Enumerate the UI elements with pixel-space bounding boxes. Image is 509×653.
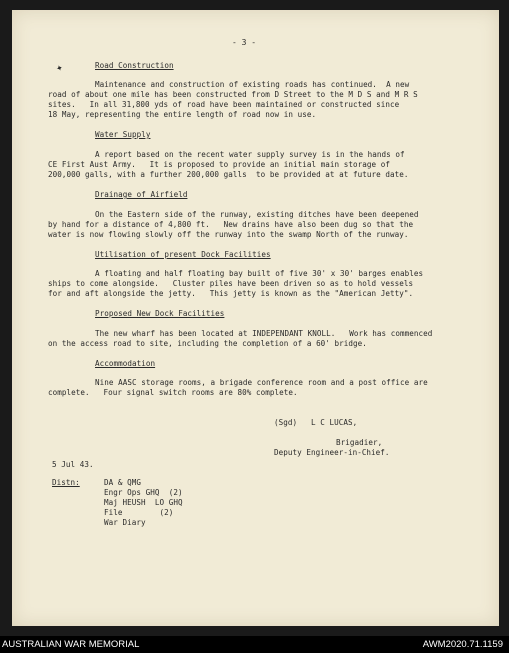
dock-line-1: A floating and half floating bay built of five 30' x 30' barges enables [95, 269, 424, 278]
document-page [12, 10, 499, 626]
accommodation-line-2: complete. Four signal switch rooms are 80% complete. [48, 388, 298, 397]
drainage-line-2: by hand for a distance of 4,800 ft. New drains have also been dug so that the [48, 220, 414, 229]
new-dock-line-1: The new wharf has been located at INDEPENDANT KNOLL. Work has commenced [95, 329, 433, 338]
dock-line-3: for and aft alongside the jetty. This jetty is known as the "American Jetty". [48, 289, 414, 298]
distribution-entry: Engr Ops GHQ (2) [104, 488, 183, 497]
handwritten-tick-mark: ✦ [53, 60, 65, 75]
water-line-3: 200,000 galls, with a further 200,000 galls to be provided at at future date. [48, 170, 409, 179]
archive-footer-bar [0, 636, 509, 653]
footer-institution: AUSTRALIAN WAR MEMORIAL [2, 639, 140, 650]
heading-accommodation: Accommodation [95, 359, 156, 368]
heading-water-supply: Water Supply [95, 130, 151, 139]
heading-utilisation-dock-facilities: Utilisation of present Dock Facilities [95, 250, 271, 259]
signature-rank: Brigadier, [336, 438, 383, 447]
water-line-2: CE First Aust Army. It is proposed to provide an initial main storage of [48, 160, 391, 169]
distribution-entry: War Diary [104, 518, 146, 527]
road-line-2: road of about one mile has been constructed from D Street to the M D S and M R S [48, 90, 418, 99]
new-dock-line-2: on the access road to site, including the completion of a 60' bridge. [48, 339, 367, 348]
signature-name: (Sgd) L C LUCAS, [274, 418, 358, 427]
signature-title: Deputy Engineer-in-Chief. [274, 448, 390, 457]
road-line-3: sites. In all 31,800 yds of road have been maintained or constructed since [48, 100, 400, 109]
road-line-1: Maintenance and construction of existing roads has continued. A new [95, 80, 410, 89]
page-number: - 3 - [232, 38, 257, 47]
footer-accession-number: AWM2020.71.1159 [422, 639, 503, 650]
water-line-1: A report based on the recent water supply survey is in the hands of [95, 150, 405, 159]
distribution-entry: DA & QMG [104, 478, 141, 487]
drainage-line-1: On the Eastern side of the runway, existing ditches have been deepened [95, 210, 419, 219]
distribution-entry: File (2) [104, 508, 174, 517]
accommodation-line-1: Nine AASC storage rooms, a brigade conference room and a post office are [95, 378, 428, 387]
distribution-label: Distn: [52, 478, 80, 487]
heading-road-construction: Road Construction [95, 61, 174, 70]
road-line-4: 18 May, representing the entire length of road now in use. [48, 110, 317, 119]
dock-line-2: ships to come alongside. Cluster piles have been driven so as to hold vessels [48, 279, 414, 288]
heading-proposed-new-dock-facilities: Proposed New Dock Facilities [95, 309, 225, 318]
document-date: 5 Jul 43. [52, 460, 94, 469]
distribution-entry: Maj HEUSH LO GHQ [104, 498, 183, 507]
drainage-line-3: water is now flowing slowly off the runway into the swamp North of the runway. [48, 230, 409, 239]
heading-drainage-of-airfield: Drainage of Airfield [95, 190, 188, 199]
